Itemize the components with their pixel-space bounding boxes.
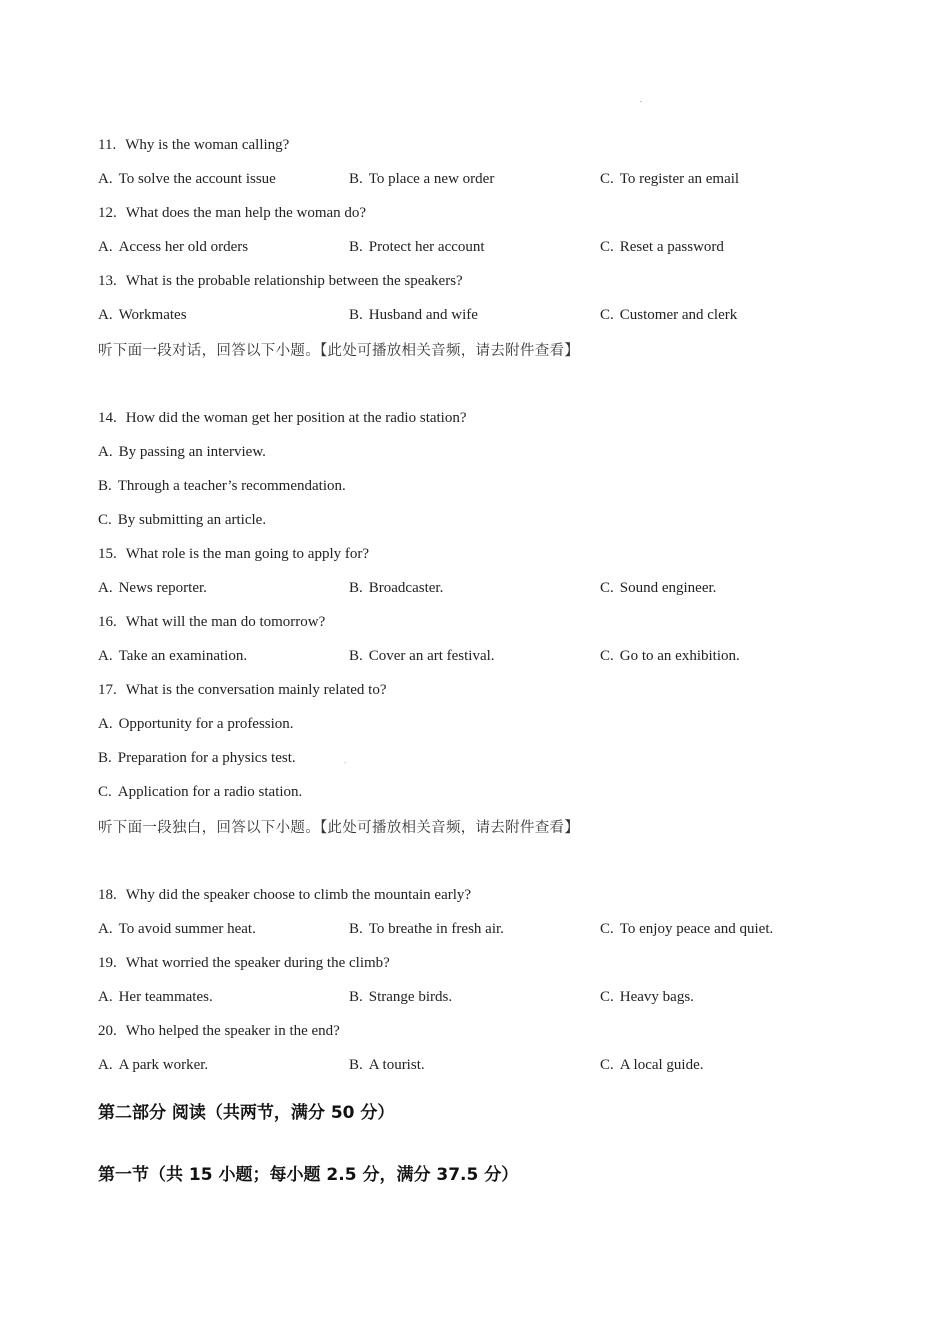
option-text: Opportunity for a profession. bbox=[118, 716, 294, 732]
scan-speck bbox=[640, 101, 642, 102]
option-text: To breathe in fresh air. bbox=[368, 921, 504, 937]
question-number: 13. bbox=[98, 273, 117, 289]
option-letter: A. bbox=[98, 1057, 113, 1073]
option-letter: C. bbox=[600, 921, 614, 937]
option-text: Broadcaster. bbox=[368, 580, 444, 596]
question-text: Why is the woman calling? bbox=[125, 137, 290, 153]
question-text: Who helped the speaker in the end? bbox=[125, 1023, 340, 1039]
question-text: How did the woman get her position at the radio station? bbox=[125, 410, 467, 426]
option-a bbox=[98, 988, 349, 1006]
question-number: 14. bbox=[98, 410, 117, 426]
option-text: Sound engineer. bbox=[619, 580, 717, 596]
question-19-options bbox=[98, 988, 858, 1006]
scan-speck bbox=[344, 761, 346, 763]
option-b bbox=[349, 920, 600, 938]
question-17-option-c bbox=[98, 783, 302, 801]
question-17 bbox=[98, 681, 387, 699]
option-text: Take an examination. bbox=[118, 648, 248, 664]
option-b bbox=[349, 647, 600, 665]
option-text: Cover an art festival. bbox=[368, 648, 495, 664]
option-b bbox=[349, 170, 600, 188]
question-18 bbox=[98, 886, 471, 904]
option-c bbox=[600, 920, 850, 938]
question-number: 16. bbox=[98, 614, 117, 630]
option-a bbox=[98, 579, 349, 597]
question-11-options bbox=[98, 170, 858, 188]
option-letter: A. bbox=[98, 444, 113, 460]
question-20 bbox=[98, 1022, 340, 1040]
option-letter: A. bbox=[98, 307, 113, 323]
question-19 bbox=[98, 954, 390, 972]
question-text: What role is the man going to apply for? bbox=[125, 546, 370, 562]
option-c bbox=[600, 1056, 850, 1074]
option-letter: B. bbox=[349, 239, 363, 255]
option-letter: C. bbox=[600, 171, 614, 187]
question-text: What does the man help the woman do? bbox=[125, 205, 367, 221]
option-letter: C. bbox=[600, 307, 614, 323]
option-letter: C. bbox=[600, 239, 614, 255]
option-c bbox=[600, 579, 850, 597]
option-a bbox=[98, 238, 349, 256]
option-c bbox=[600, 170, 850, 188]
question-14-option-c bbox=[98, 511, 266, 529]
question-16 bbox=[98, 613, 325, 631]
option-b bbox=[349, 988, 600, 1006]
option-letter: C. bbox=[600, 989, 614, 1005]
option-b bbox=[349, 579, 600, 597]
option-text: Go to an exhibition. bbox=[619, 648, 740, 664]
option-letter: B. bbox=[349, 580, 363, 596]
question-text: What will the man do tomorrow? bbox=[125, 614, 326, 630]
question-number: 11. bbox=[98, 137, 117, 153]
question-14-option-a bbox=[98, 443, 266, 461]
question-number: 17. bbox=[98, 682, 117, 698]
question-number: 20. bbox=[98, 1023, 117, 1039]
question-text: Why did the speaker choose to climb the mountain early? bbox=[125, 887, 472, 903]
option-b bbox=[349, 238, 600, 256]
option-letter: C. bbox=[600, 580, 614, 596]
question-20-options bbox=[98, 1056, 858, 1074]
option-text: Husband and wife bbox=[368, 307, 478, 323]
option-letter: A. bbox=[98, 239, 113, 255]
question-17-option-a bbox=[98, 715, 294, 733]
option-text: By passing an interview. bbox=[118, 444, 266, 460]
question-13-options bbox=[98, 306, 858, 324]
option-a bbox=[98, 306, 349, 324]
option-text: To register an email bbox=[619, 171, 740, 187]
question-12-options bbox=[98, 238, 858, 256]
option-letter: B. bbox=[349, 307, 363, 323]
option-text: Heavy bags. bbox=[619, 989, 694, 1005]
question-number: 12. bbox=[98, 205, 117, 221]
question-number: 15. bbox=[98, 546, 117, 562]
question-number: 18. bbox=[98, 887, 117, 903]
question-text: What worried the speaker during the climb? bbox=[125, 955, 390, 971]
question-15-options bbox=[98, 579, 858, 597]
question-12 bbox=[98, 204, 366, 222]
option-a bbox=[98, 1056, 349, 1074]
option-text: To enjoy peace and quiet. bbox=[619, 921, 774, 937]
option-text: By submitting an article. bbox=[117, 512, 267, 528]
option-text: Application for a radio station. bbox=[117, 784, 303, 800]
option-a bbox=[98, 920, 349, 938]
option-a bbox=[98, 170, 349, 188]
option-letter: A. bbox=[98, 921, 113, 937]
option-b bbox=[349, 306, 600, 324]
option-c bbox=[600, 647, 850, 665]
option-letter: C. bbox=[600, 1057, 614, 1073]
section-one-heading: 第一节（共 15 小题；每小题 2.5 分，满分 37.5 分） bbox=[98, 1165, 519, 1185]
part-two-heading: 第二部分 阅读（共两节，满分 50 分） bbox=[98, 1103, 395, 1123]
question-16-options bbox=[98, 647, 858, 665]
option-text: Reset a password bbox=[619, 239, 724, 255]
question-18-options bbox=[98, 920, 858, 938]
option-text: News reporter. bbox=[118, 580, 207, 596]
option-letter: A. bbox=[98, 580, 113, 596]
question-17-option-b bbox=[98, 749, 296, 767]
option-letter: A. bbox=[98, 171, 113, 187]
question-13 bbox=[98, 272, 463, 290]
option-letter: C. bbox=[98, 512, 112, 528]
question-number: 19. bbox=[98, 955, 117, 971]
option-text: Strange birds. bbox=[368, 989, 453, 1005]
option-letter: B. bbox=[349, 921, 363, 937]
option-letter: B. bbox=[349, 1057, 363, 1073]
option-text: To avoid summer heat. bbox=[118, 921, 256, 937]
option-c bbox=[600, 306, 850, 324]
option-text: A local guide. bbox=[619, 1057, 704, 1073]
option-letter: A. bbox=[98, 989, 113, 1005]
option-text: A tourist. bbox=[368, 1057, 425, 1073]
option-text: Protect her account bbox=[368, 239, 485, 255]
option-text: To place a new order bbox=[368, 171, 495, 187]
option-letter: C. bbox=[98, 784, 112, 800]
audio-instruction-dialogue: 听下面一段对话，回答以下小题。【此处可播放相关音频，请去附件查看】 bbox=[98, 343, 580, 359]
option-letter: B. bbox=[349, 171, 363, 187]
option-letter: A. bbox=[98, 648, 113, 664]
audio-instruction-monologue: 听下面一段独白，回答以下小题。【此处可播放相关音频，请去附件查看】 bbox=[98, 820, 580, 836]
option-letter: C. bbox=[600, 648, 614, 664]
option-a bbox=[98, 647, 349, 665]
option-letter: B. bbox=[349, 989, 363, 1005]
question-15 bbox=[98, 545, 369, 563]
option-b bbox=[349, 1056, 600, 1074]
option-letter: A. bbox=[98, 716, 113, 732]
option-text: Customer and clerk bbox=[619, 307, 738, 323]
option-text: A park worker. bbox=[118, 1057, 209, 1073]
option-c bbox=[600, 238, 850, 256]
question-14-option-b bbox=[98, 477, 346, 495]
question-text: What is the probable relationship between the speakers? bbox=[125, 273, 463, 289]
question-14 bbox=[98, 409, 467, 427]
option-letter: B. bbox=[98, 750, 112, 766]
option-letter: B. bbox=[98, 478, 112, 494]
option-text: Her teammates. bbox=[118, 989, 213, 1005]
option-text: Workmates bbox=[118, 307, 187, 323]
option-c bbox=[600, 988, 850, 1006]
option-letter: B. bbox=[349, 648, 363, 664]
option-text: Preparation for a physics test. bbox=[117, 750, 296, 766]
option-text: Through a teacher’s recommendation. bbox=[117, 478, 346, 494]
question-11 bbox=[98, 136, 289, 154]
question-text: What is the conversation mainly related to? bbox=[125, 682, 387, 698]
option-text: To solve the account issue bbox=[118, 171, 276, 187]
option-text: Access her old orders bbox=[118, 239, 249, 255]
